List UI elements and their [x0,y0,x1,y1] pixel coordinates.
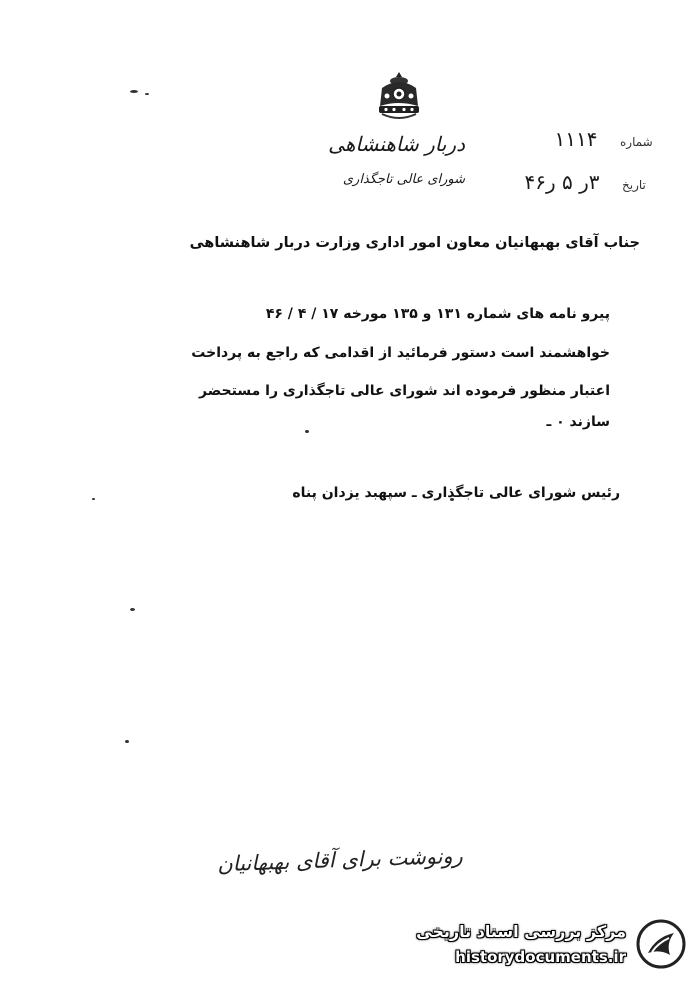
watermark [405,915,690,977]
scan-speck [130,90,138,93]
watermark-name: مرکز بررسی اسناد تاریخی [416,922,626,941]
body-line: پیرو نامه های شماره ۱۳۱ و ۱۳۵ مورخه ۱۷ / ۴ / ۴۶ [265,306,610,322]
crown-crest-icon [372,70,426,126]
book-logo-icon [636,919,686,969]
date-value: ۳ر ۵ ر۴۶ [524,170,600,194]
letterhead-court-name: دربار شاهنشاهی [328,132,465,156]
date-label: تاریخ [622,178,646,192]
body-line: سازند ۰ ـ [546,414,610,430]
scan-speck [305,430,309,433]
number-value: ۱۱۱۴ [554,127,598,151]
body-line: اعتبار منظور فرموده اند شورای عالی تاجگذاری را مستحضر [199,383,610,399]
number-label: شماره [620,135,653,149]
scan-speck [125,740,129,743]
watermark-url[interactable]: historydocuments.ir [455,948,626,966]
recipient-line: جناب آقای بهبهانیان معاون امور اداری وزارت دربار شاهنشاهی [189,235,640,251]
scan-speck [145,93,149,95]
signature-title: رئیس شورای عالی تاجگذاری ـ سپهبد یزدان پناه [292,485,620,501]
scan-speck [92,498,95,500]
letterhead-council-name: شورای عالی تاجگذاری [342,172,465,187]
scan-speck [130,608,135,611]
handwritten-note: رونوشت برای آقای بهبهانیان [216,843,464,877]
body-line: خواهشمند است دستور فرمائید از اقدامی که راجع به پرداخت [191,345,610,361]
